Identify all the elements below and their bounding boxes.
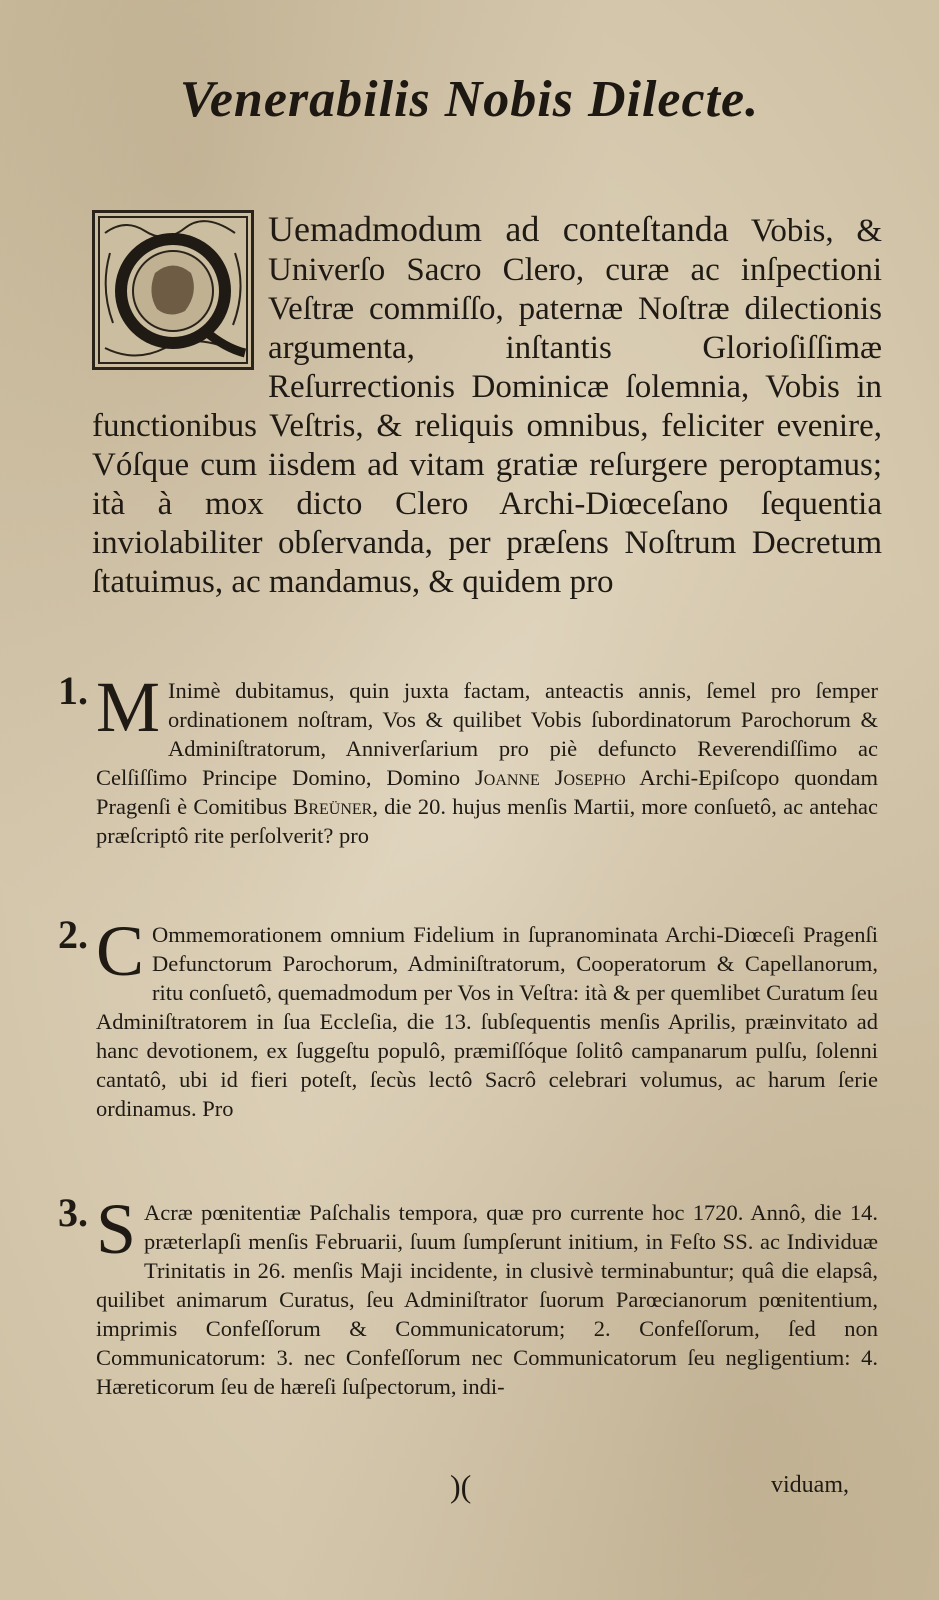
section-1 [58,667,878,850]
section-text: Inimè dubitamus, quin juxta factam, anteactis annis, ſemel pro ſemper ordinationem noſtram, Vos & quilibet Vobis ſubordinatorum Parochorum & Adminiſtratorum, Anniverſarium pro piè defuncto Reverendiſſimo ac Celſiſſimo Principe Domino, Domino [96,678,878,790]
intro-body-text: Vobis, & Univerſo Sacro Clero, curæ ac inſpectioni Veſtræ commiſſo, paternæ Noſtræ dilectionis argumenta, inſtantis Glorioſiſſimæ Reſurrectionis Dominicæ ſolemnia, Vobis in functionibus Veſtris, & reliquis omnibus, feliciter evenire, Vóſque cum iisdem ad vitam gratiæ reſurgere peroptamus; ità à mox dicto Clero Archi-Diœceſano ſequentia inviolabiliter obſervanda, per præſens Noſtrum Decretum ſtatuimus, ac mandamus, & quidem pro [92,213,882,600]
section-number: 3. [58,1190,88,1235]
section-number: 2. [58,912,88,957]
section-number: 1. [58,668,88,713]
section-body [96,667,878,850]
section-3 [58,1189,878,1401]
section-2 [58,911,878,1123]
section-text: , die 20. hujus menſis Martii, more conſuetô, ac antehac præſcriptô rite perſolverit? pro [96,794,878,848]
intro-paragraph [92,210,882,602]
ornament-icon [95,213,251,367]
section-initial: S [96,1189,137,1269]
section-initial: M [96,667,161,747]
section-text: Archi-Epiſcopo quondam Pragenſi è Comitibus [96,765,878,819]
family-name: Breüner [293,794,373,819]
person-name: Joanne Josepho [475,765,626,790]
catchword: viduam, [771,1472,849,1498]
section-body [96,1189,878,1401]
section-text: Acræ pœnitentiæ Paſchalis tempora, quæ pro currente hoc 1720. Annô, die 14. præterlapſi menſis Februarii, ſuum ſumpſerunt initium, in Feſto SS. ac Individuæ Trinitatis in 26. menſis Maji incidente, in clusivè terminabuntur; quâ die elapsâ, quilibet animarum Curatus, ſeu Adminiſtrator ſuorum Parœcianorum pœnitentium, imprimis Confeſſorum & Communicatorum; 2. Confeſſorum, ſed non Communicatorum: 3. nec Confeſſorum nec Communicatorum ſeu negligentium: 4. Hæreticorum ſeu de hæreſi ſuſpectorum, indi- [96,1200,878,1399]
intro-lead-text: Uemadmodum ad conteſtanda [268,209,729,249]
section-body [96,911,878,1123]
signature-mark: )( [450,1468,472,1504]
page-title: Venerabilis Nobis Dilecte. [179,71,760,128]
section-initial: C [96,911,145,991]
decorated-initial-q [92,210,254,370]
section-text: Ommemorationem omnium Fidelium in ſupranominata Archi-Diœceſi Pragenſi Defunctorum Parochorum, Adminiſtratorum, Cooperatorum & Capellanorum, ritu conſuetô, quemadmodum per Vos in Veſtra: ità & per quemlibet Curatum ſeu Adminiſtratorem in ſua Eccleſia, die 13. ſubſequentis menſis Aprilis, præinvitato ad hanc devotionem, ex ſuggeſtu populô, præmiſſóque ſolitô campanarum pulſu, ſolenni cantatô, ubi id fieri poteſt, ſecùs lectô Sacrô celebrari volumus, ac harum ſerie ordinamus. Pro [96,922,878,1121]
